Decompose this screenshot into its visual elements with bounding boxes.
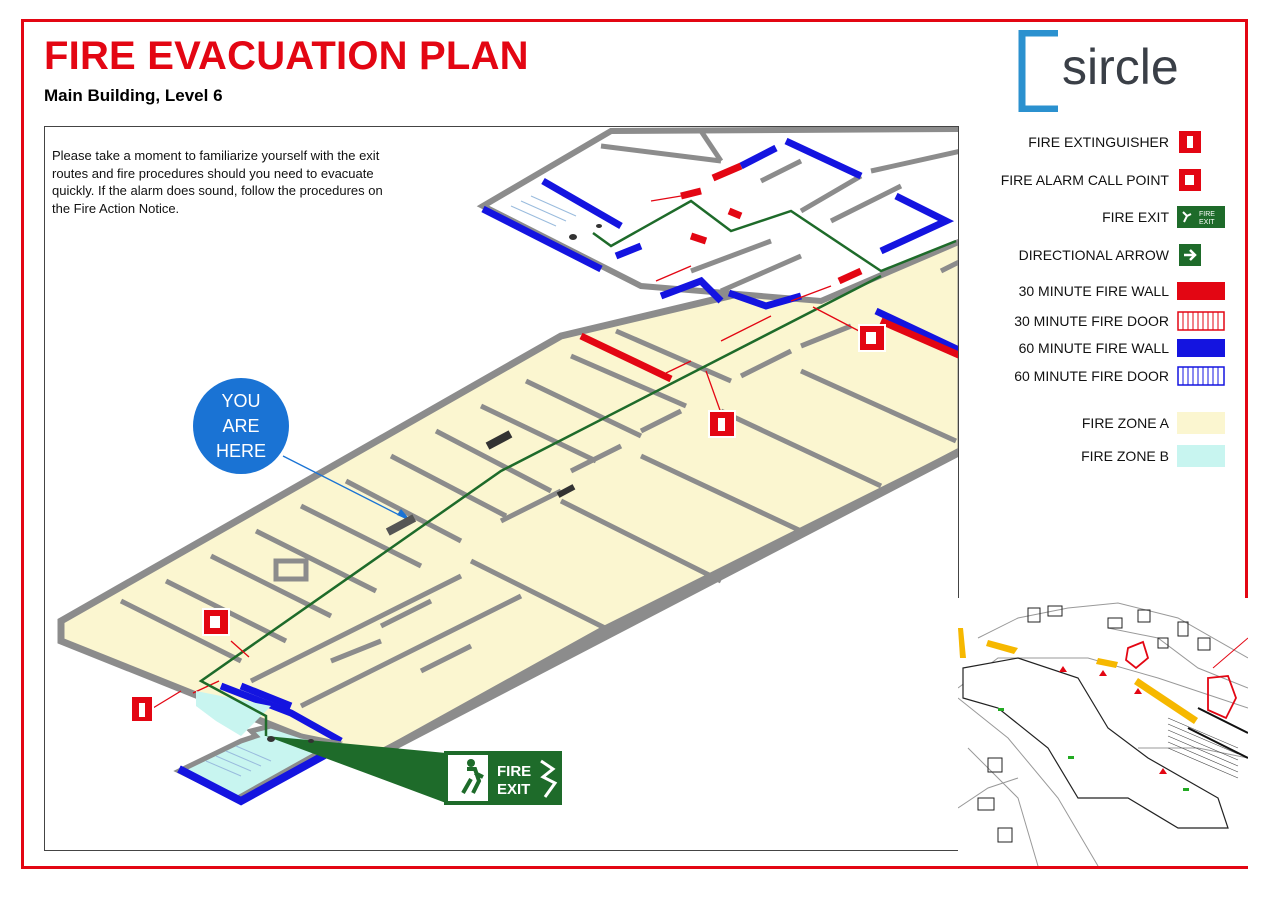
legend-row-wall-60 (1019, 335, 1225, 361)
fire-extinguisher-icon (131, 696, 153, 722)
fire-zone-a-area (61, 241, 959, 753)
sixty-minute-wall-swatch (1177, 337, 1225, 359)
thirty-minute-door-swatch (1177, 310, 1225, 332)
sircle-logo (1018, 30, 1214, 112)
hospital-footprint (963, 658, 1228, 828)
legend-row-door-30 (1014, 308, 1225, 334)
legend (985, 126, 1225, 486)
you-are-here-line1: YOU (221, 391, 261, 411)
legend-label: FIRE EXIT (1102, 209, 1169, 225)
svg-text:EXIT: EXIT (1199, 219, 1215, 226)
exit-sign-line1: FIRE (497, 763, 532, 780)
legend-label: FIRE ALARM CALL POINT (1000, 172, 1169, 188)
thirty-minute-wall-swatch (1177, 280, 1225, 302)
legend-row-fire-exit (1102, 204, 1225, 230)
legend-row-door-60 (1014, 363, 1225, 389)
page-title: FIRE EVACUATION PLAN (44, 34, 529, 78)
zone-b-swatch (1177, 445, 1225, 467)
legend-label: 30 MINUTE FIRE DOOR (1014, 313, 1169, 329)
north-wing (483, 129, 959, 301)
sixty-minute-door-swatch (1177, 365, 1225, 387)
legend-label: 60 MINUTE FIRE DOOR (1014, 368, 1169, 384)
fire-extinguisher-icon (709, 411, 735, 437)
legend-row-zone-a (1082, 410, 1225, 436)
legend-label: FIRE ZONE A (1081, 415, 1169, 431)
running-man-exit-icon (1177, 206, 1225, 228)
legend-label: FIRE ZONE B (1081, 448, 1169, 464)
intro-paragraph: Please take a moment to familiarize yourself with the exit routes and fire procedures should you need to evacuate quickly. If the alarm does sound, follow the procedures on the Fire Action Notice. (52, 148, 383, 216)
legend-label: FIRE EXTINGUISHER (1028, 134, 1169, 150)
fire-alarm-call-point-icon (203, 609, 229, 635)
legend-label: 60 MINUTE FIRE WALL (1018, 340, 1169, 356)
svg-text:sircle: sircle (1062, 39, 1179, 95)
fire-extinguisher-icon (1177, 131, 1225, 153)
fire-alarm-call-point-icon (859, 325, 885, 351)
alarm-call-point-icon (1177, 169, 1225, 191)
floor-plan (44, 126, 959, 851)
you-are-here-line3: HERE (215, 441, 267, 461)
legend-row-fire-extinguisher (1028, 129, 1225, 155)
running-man-exit-icon (467, 759, 475, 767)
legend-label: 30 MINUTE FIRE WALL (1018, 283, 1169, 299)
you-are-here-line2: ARE (222, 416, 260, 436)
site-location-map (958, 598, 1248, 866)
fire-exit-sign (444, 751, 562, 805)
right-arrow-icon (1177, 244, 1225, 266)
exit-sign-line2: EXIT (497, 781, 531, 798)
legend-label: DIRECTIONAL ARROW (1018, 247, 1169, 263)
legend-row-directional-arrow (1019, 242, 1225, 268)
site-highlighted-buildings (1126, 642, 1236, 718)
page-subtitle: Main Building, Level 6 (44, 86, 223, 105)
legend-row-wall-30 (1019, 278, 1225, 304)
zone-a-swatch (1177, 412, 1225, 434)
legend-row-zone-b (1081, 443, 1225, 469)
floor-plan-drawing (45, 127, 959, 851)
legend-row-alarm (1001, 167, 1225, 193)
svg-text:FIRE: FIRE (1199, 211, 1215, 218)
